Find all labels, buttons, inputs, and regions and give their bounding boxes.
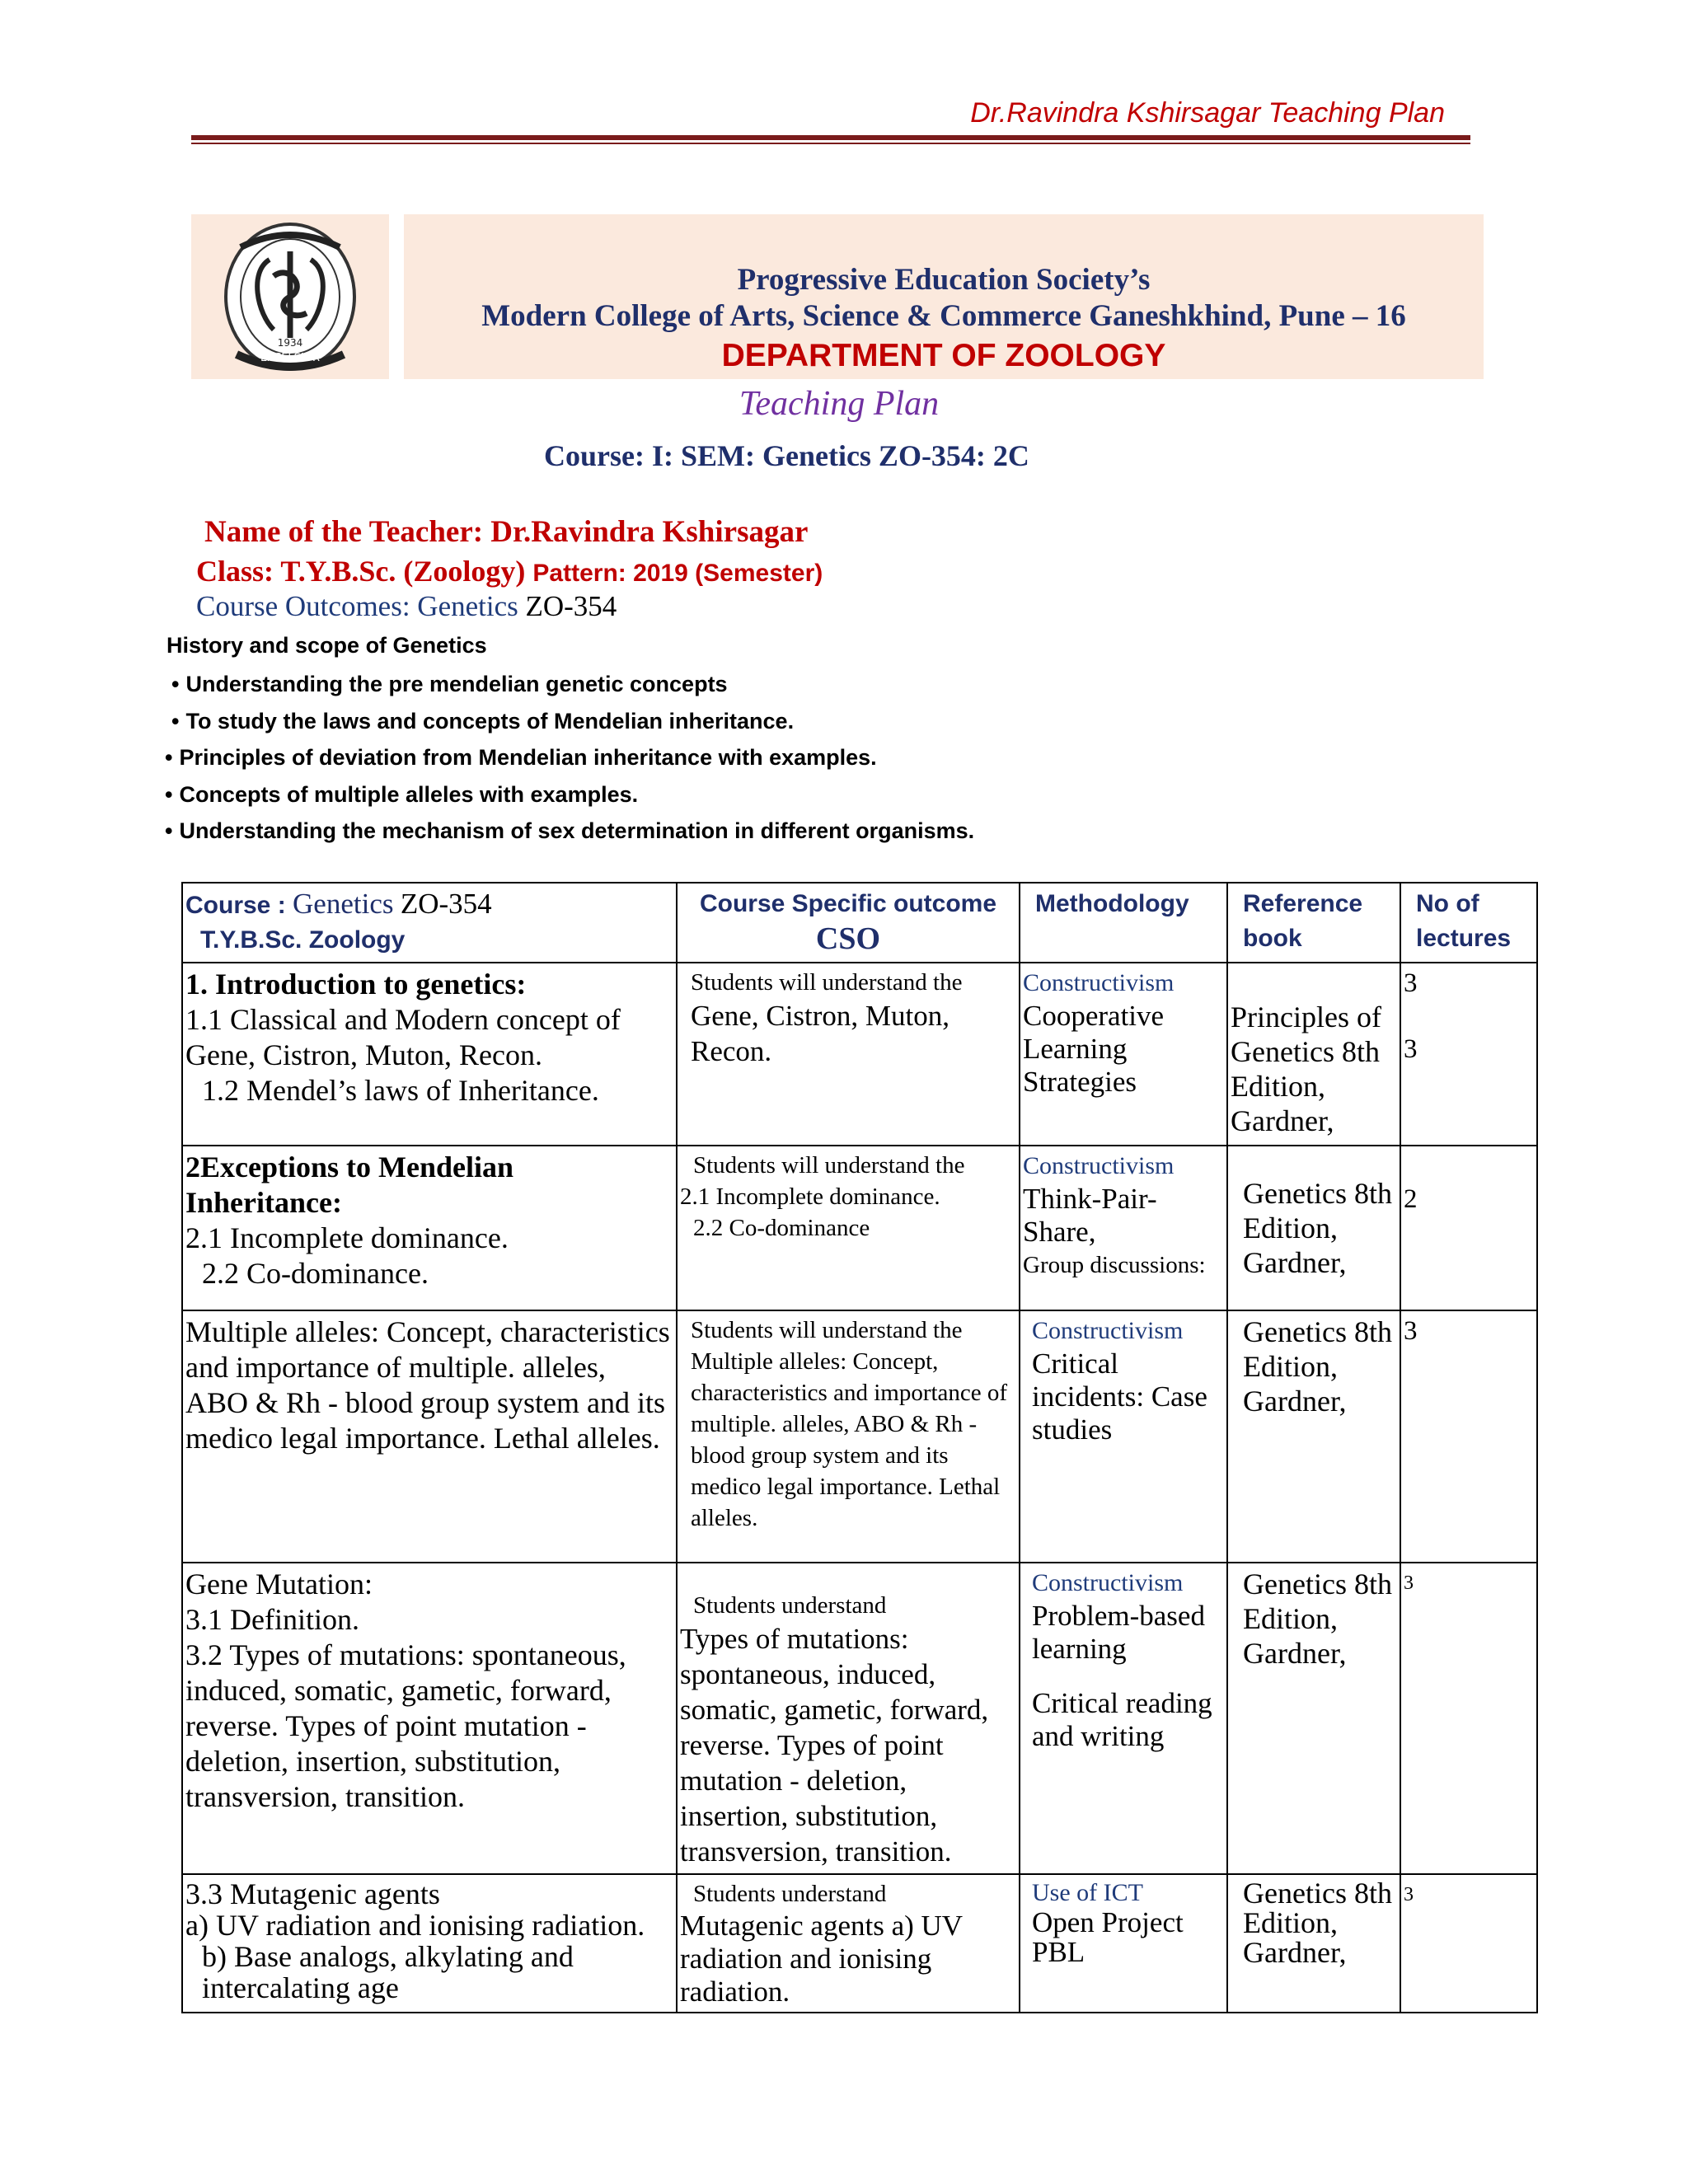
- pattern-label: Pattern: 2019 (Semester): [532, 560, 823, 587]
- course-line: Course: I: SEM: Genetics ZO-354: 2C: [544, 439, 1029, 472]
- column-header-course: Course : Genetics ZO-354 T.Y.B.Sc. Zoology: [182, 883, 677, 963]
- header-rule: [191, 135, 1470, 140]
- lectures-cell: 3: [1400, 1310, 1537, 1563]
- course-outcomes-heading: [196, 590, 617, 623]
- svg-text:EXCELSIOR: EXCELSIOR: [260, 352, 321, 364]
- column-header-cso: Course Specific outcome CSO: [677, 883, 1020, 963]
- list-item: • Concepts of multiple alleles with examples.: [165, 781, 639, 807]
- table-row: [182, 1563, 1537, 1874]
- cso-cell: Students will understand the Gene, Cistron, Muton, Recon.: [677, 963, 1020, 1146]
- cso-cell: Students understand Mutagenic agents a) UV radiation and ionising radiation.: [677, 1874, 1020, 2013]
- outcome-list: [165, 666, 974, 850]
- header-running-title: Dr.Ravindra Kshirsagar Teaching Plan: [970, 97, 1445, 129]
- methodology-cell: Constructivism Cooperative Learning Strategies: [1020, 963, 1227, 1146]
- lectures-cell: 3 3: [1400, 963, 1537, 1146]
- lectures-cell: 3: [1400, 1563, 1537, 1874]
- list-item: • To study the laws and concepts of Mendelian inheritance.: [171, 708, 795, 733]
- class-label: Class: T.Y.B.Sc. (Zoology): [196, 555, 526, 588]
- cso-cell: Students understand Types of mutations: spontaneous, induced, somatic, gametic, forward, reverse. Types of point mutation - deletion, insertion, substitution, transversion, transition.: [677, 1563, 1020, 1874]
- svg-text:1934: 1934: [277, 337, 303, 349]
- reference-cell: Genetics 8th Edition, Gardner,: [1227, 1310, 1400, 1563]
- department-name: DEPARTMENT OF ZOOLOGY: [721, 338, 1166, 373]
- table-row: [182, 1310, 1537, 1563]
- college-name: Modern College of Arts, Science & Commerce Ganeshkhind, Pune – 16: [481, 299, 1406, 333]
- reference-cell: Principles of Genetics 8th Edition, Gardner,: [1227, 963, 1400, 1146]
- outcomes-code: ZO-354: [525, 590, 617, 622]
- page-title: Teaching Plan: [738, 385, 940, 423]
- class-line: [196, 554, 823, 588]
- lectures-cell: 3: [1400, 1874, 1537, 2013]
- topic-cell: 3.3 Mutagenic agents a) UV radiation and ionising radiation. b) Base analogs, alkylating and intercalating age: [182, 1874, 677, 2013]
- reference-cell: Genetics 8th Edition, Gardner,: [1227, 1146, 1400, 1310]
- methodology-cell: Constructivism Problem-based learning Critical reading and writing: [1020, 1563, 1227, 1874]
- list-item: • Principles of deviation from Mendelian inheritance with examples.: [165, 745, 877, 770]
- methodology-cell: Use of ICT Open Project PBL: [1020, 1874, 1227, 2013]
- cso-cell: Students will understand the 2.1 Incomplete dominance. 2.2 Co-dominance: [677, 1146, 1020, 1310]
- list-item: • Understanding the mechanism of sex determination in different organisms.: [165, 818, 975, 843]
- list-item: • Understanding the pre mendelian genetic concepts: [171, 672, 728, 696]
- cso-cell: Students will understand the Multiple alleles: Concept, characteristics and importance of multiple. alleles, ABO & Rh - blood group system and its medico legal importance. Lethal alleles.: [677, 1310, 1020, 1563]
- methodology-cell: Constructivism Critical incidents: Case studies: [1020, 1310, 1227, 1563]
- history-heading: History and scope of Genetics: [166, 633, 487, 658]
- methodology-cell: Constructivism Think-Pair-Share, Group discussions:: [1020, 1146, 1227, 1310]
- column-header-reference: Reference book: [1227, 883, 1400, 963]
- outcomes-label: Course Outcomes: Genetics: [196, 590, 518, 622]
- college-emblem-icon: [191, 214, 389, 379]
- topic-cell: Multiple alleles: Concept, characteristics and importance of multiple. alleles, ABO & Rh - blood group system and its medico legal importance. Lethal alleles.: [182, 1310, 677, 1563]
- topic-cell: 1. Introduction to genetics: 1.1 Classical and Modern concept of Gene, Cistron, Muton, Recon. 1.2 Mendel’s laws of Inheritance.: [182, 963, 677, 1146]
- teaching-plan-table: [181, 882, 1538, 2013]
- table-row: [182, 1146, 1537, 1310]
- topic-cell: Gene Mutation: 3.1 Definition. 3.2 Types of mutations: spontaneous, induced, somatic, gametic, forward, reverse. Types of point mutation - deletion, insertion, substitution, transversion, transition.: [182, 1563, 677, 1874]
- reference-cell: Genetics 8th Edition, Gardner,: [1227, 1563, 1400, 1874]
- topic-cell: 2Exceptions to Mendelian Inheritance: 2.1 Incomplete dominance. 2.2 Co-dominance.: [182, 1146, 677, 1310]
- reference-cell: Genetics 8th Edition, Gardner,: [1227, 1874, 1400, 2013]
- column-header-methodology: Methodology: [1020, 883, 1227, 963]
- table-row: [182, 1874, 1537, 2013]
- table-header-row: [182, 883, 1537, 963]
- teacher-name: Name of the Teacher: Dr.Ravindra Kshirsagar: [204, 515, 809, 549]
- society-name: Progressive Education Society’s: [737, 263, 1151, 297]
- header-rule-thin: [191, 143, 1470, 144]
- table-row: [182, 963, 1537, 1146]
- lectures-cell: 2: [1400, 1146, 1537, 1310]
- column-header-lectures: No of lectures: [1400, 883, 1537, 963]
- college-logo: [191, 214, 389, 379]
